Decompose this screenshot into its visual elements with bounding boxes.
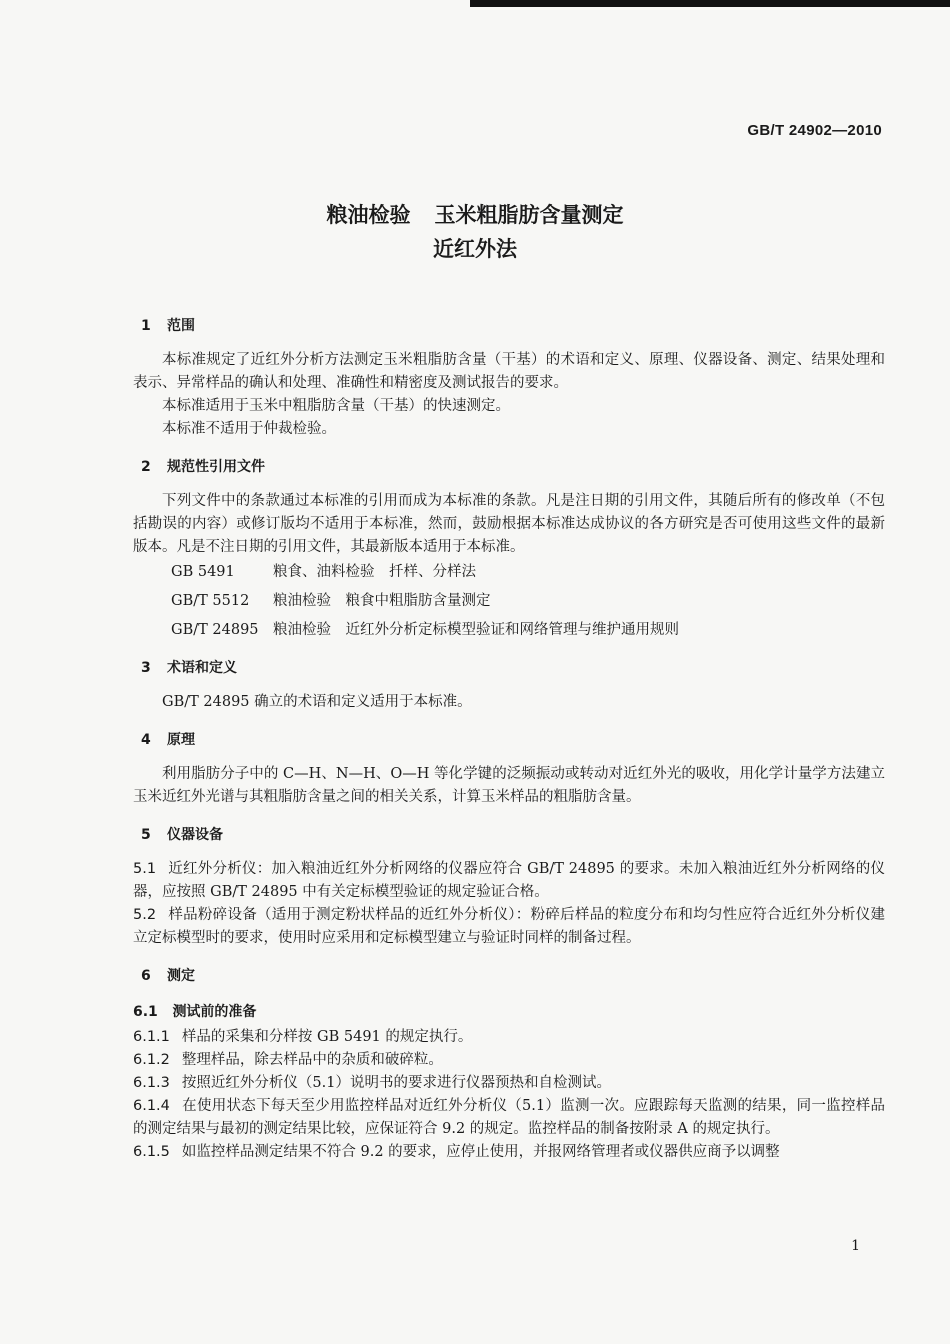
section-number: 5 [141,827,151,843]
reference-item [133,590,885,613]
section-number: 1 [141,318,151,334]
paragraph: 下列文件中的条款通过本标准的引用而成为本标准的条款。凡是注日期的引用文件，其随后所有的修改单（不包括勘误的内容）或修订版均不适用于本标准，然而，鼓励根据本标准达成协议的各方研究是否可使用这些文件的最新版本。凡是不注日期的引用文件，其最新版本适用于本标准。 [133,493,885,555]
section-4-heading [133,729,885,752]
clause-text: 如监控样品测定结果不符合 9.2 的要求，应停止使用，并报网络管理者或仪器供应商予以调整 [181,1144,780,1160]
section-number: 6 [141,968,151,984]
section-title: 测定 [167,968,195,984]
section-title: 范围 [167,318,195,334]
subsection-number: 6.1 [133,1004,158,1020]
clause-6-1-2 [133,1049,885,1072]
reference-item [133,561,885,584]
paragraph: 利用脂肪分子中的 C—H、N—H、O—H 等化学键的泛频振动或转动对近红外光的吸收，用化学计量学方法建立玉米近红外光谱与其粗脂肪含量之间的相关关系，计算玉米样品的粗脂肪含量。 [133,766,885,805]
reference-item [133,619,885,642]
title-part-b: 玉米粗脂肪含量测定 [434,203,624,227]
title-part-a: 粮油检验 [326,203,411,227]
document-title [0,198,950,266]
title-line-2: 近红外法 [433,237,517,261]
clause-number: 5.2 [133,907,157,923]
subsection-title: 测试前的准备 [172,1004,257,1020]
clause-number: 5.1 [133,861,157,877]
reference-code: GB/T 5512 [171,593,250,609]
section-title: 原理 [167,732,195,748]
reference-title: 粮油检验 近红外分析定标模型验证和网络管理与维护通用规则 [273,622,679,638]
clause-number: 6.1.4 [133,1098,170,1114]
section-number: 2 [141,459,151,475]
section-title: 规范性引用文件 [167,459,265,475]
section-3-heading [133,657,885,680]
section-number: 4 [141,732,151,748]
section-5-heading [133,824,885,847]
section-title: 术语和定义 [167,660,237,676]
clause-number: 6.1.2 [133,1052,170,1068]
clause-text: 在使用状态下每天至少用监控样品对近红外分析仪（5.1）监测一次。应跟踪每天监测的结果，同一监控样品的测定结果与最初的测定结果比较，应保证符合 9.2 的规定。监控样品的制备按附录 A 的规定执行。 [133,1098,885,1137]
reference-title: 粮油检验 粮食中粗脂肪含量测定 [273,593,491,609]
clause-number: 6.1.5 [133,1144,170,1160]
reference-code: GB 5491 [171,564,235,580]
clause-6-1-1 [133,1026,885,1049]
clause-6-1-5 [133,1141,885,1164]
clause-text: 按照近红外分析仪（5.1）说明书的要求进行仪器预热和自检测试。 [181,1075,611,1091]
clause-text: 近红外分析仪：加入粮油近红外分析网络的仪器应符合 GB/T 24895 的要求。未加入粮油近红外分析网络的仪器，应按照 GB/T 24895 中有关定标模型验证的规定验证合格。 [133,861,885,900]
clause-number: 6.1.1 [133,1029,170,1045]
standard-code: GB/T 24902—2010 [747,122,882,139]
paragraph: GB/T 24895 确立的术语和定义适用于本标准。 [162,694,472,710]
clause-number: 6.1.3 [133,1075,170,1091]
clause-6-1-4 [133,1095,885,1141]
paragraph: 本标准不适用于仲裁检验。 [162,421,336,437]
section-1-heading [133,315,885,338]
document-body [133,300,885,1164]
clause-text: 样品的采集和分样按 GB 5491 的规定执行。 [181,1029,473,1045]
paragraph: 本标准规定了近红外分析方法测定玉米粗脂肪含量（干基）的术语和定义、原理、仪器设备、测定、结果处理和表示、异常样品的确认和处理、准确性和精密度及测试报告的要求。 [133,352,885,391]
section-number: 3 [141,660,151,676]
clause-6-1-3 [133,1072,885,1095]
clause-5-1 [133,858,885,904]
section-6-heading [133,965,885,988]
section-title: 仪器设备 [167,827,223,843]
title-line-1 [0,198,950,232]
top-edge-bar [470,0,950,7]
paragraph: 本标准适用于玉米中粗脂肪含量（干基）的快速测定。 [162,398,510,414]
clause-5-2 [133,904,885,950]
clause-text: 整理样品，除去样品中的杂质和破碎粒。 [181,1052,443,1068]
page-number: 1 [851,1238,860,1254]
reference-title: 粮食、油料检验 扦样、分样法 [273,564,476,580]
subsection-6-1-heading [133,1001,885,1024]
clause-text: 样品粉碎设备（适用于测定粉状样品的近红外分析仪）：粉碎后样品的粒度分布和均匀性应符合近红外分析仪建立定标模型时的要求，使用时应采用和定标模型建立与验证时同样的制备过程。 [133,907,885,946]
reference-code: GB/T 24895 [171,622,259,638]
section-2-heading [133,456,885,479]
